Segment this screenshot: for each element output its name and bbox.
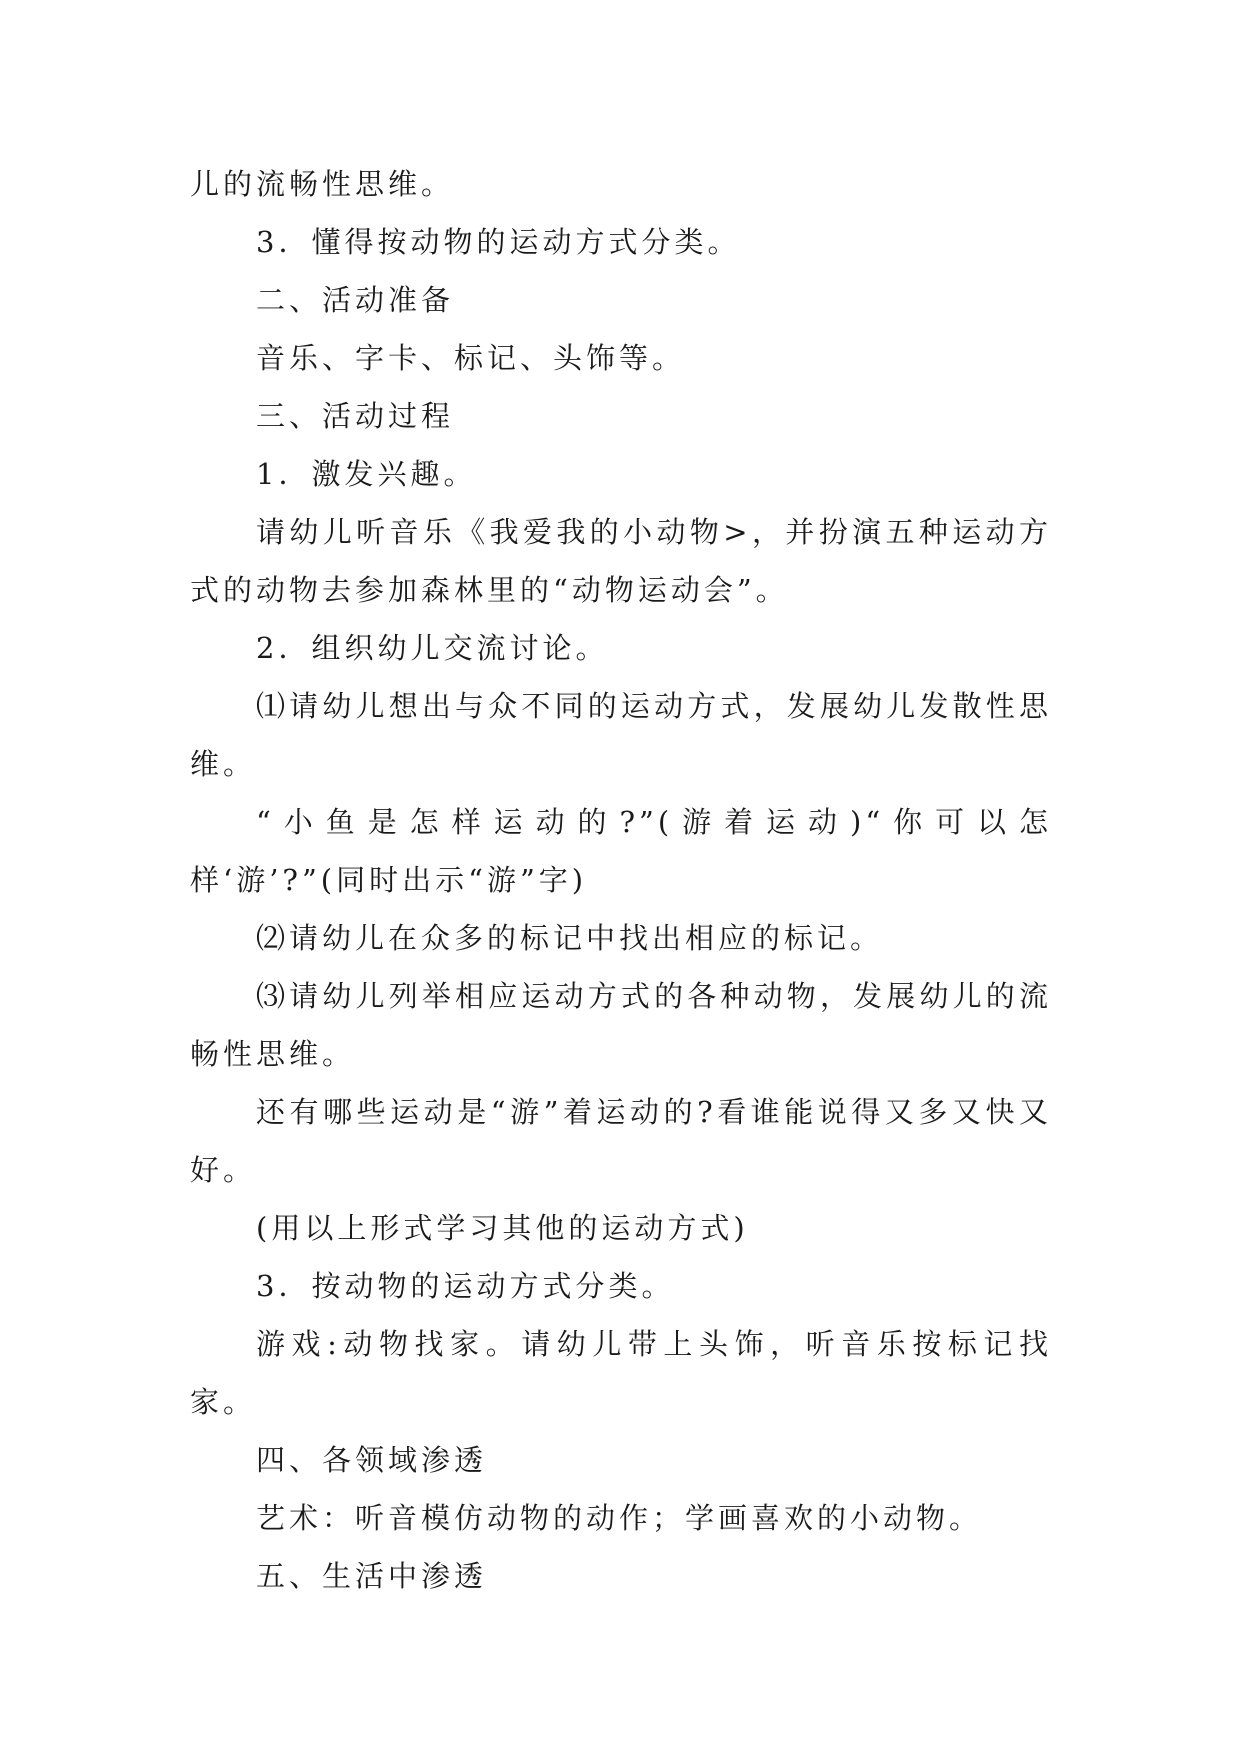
- section-heading-domains: 四、各领域渗透: [256, 1443, 488, 1477]
- section-heading-process: 三、活动过程: [256, 399, 455, 433]
- paragraph-art: 艺术：听音模仿动物的动作；学画喜欢的小动物。: [256, 1501, 983, 1535]
- paragraph-continuation: 儿的流畅性思维。: [190, 167, 455, 201]
- paragraph-substep-1: ⑴请幼儿想出与众不同的运动方式，发展幼儿发散性思维。: [190, 689, 1052, 781]
- paragraph-substep-2: ⑵请幼儿在众多的标记中找出相应的标记。: [256, 921, 884, 955]
- step-heading-3: 3．按动物的运动方式分类。: [256, 1269, 675, 1303]
- document-body: [190, 155, 1052, 1605]
- section-heading-daily-life: 五、生活中渗透: [256, 1559, 488, 1593]
- paragraph-step-1: 请幼儿听音乐《我爱我的小动物>，并扮演五种运动方式的动物去参加森林里的“动物运动会”。: [190, 515, 1052, 607]
- step-heading-2: 2．组织幼儿交流讨论。: [256, 631, 609, 665]
- paragraph-dialogue: “小鱼是怎样运动的?”(游着运动)“你可以怎样‘游’?”(同时出示“游”字): [190, 805, 1052, 897]
- paragraph-note: (用以上形式学习其他的运动方式): [256, 1211, 749, 1245]
- paragraph-materials: 音乐、字卡、标记、头饰等。: [256, 341, 686, 375]
- step-heading-1: 1．激发兴趣。: [256, 457, 477, 491]
- section-heading-preparation: 二、活动准备: [256, 283, 455, 317]
- paragraph-question: 还有哪些运动是“游”着运动的?看谁能说得又多又快又好。: [190, 1095, 1052, 1187]
- paragraph-objective-3: 3．懂得按动物的运动方式分类。: [256, 225, 741, 259]
- paragraph-game: 游戏:动物找家。请幼儿带上头饰，听音乐按标记找家。: [190, 1327, 1052, 1419]
- paragraph-substep-3: ⑶请幼儿列举相应运动方式的各种动物，发展幼儿的流畅性思维。: [190, 979, 1052, 1071]
